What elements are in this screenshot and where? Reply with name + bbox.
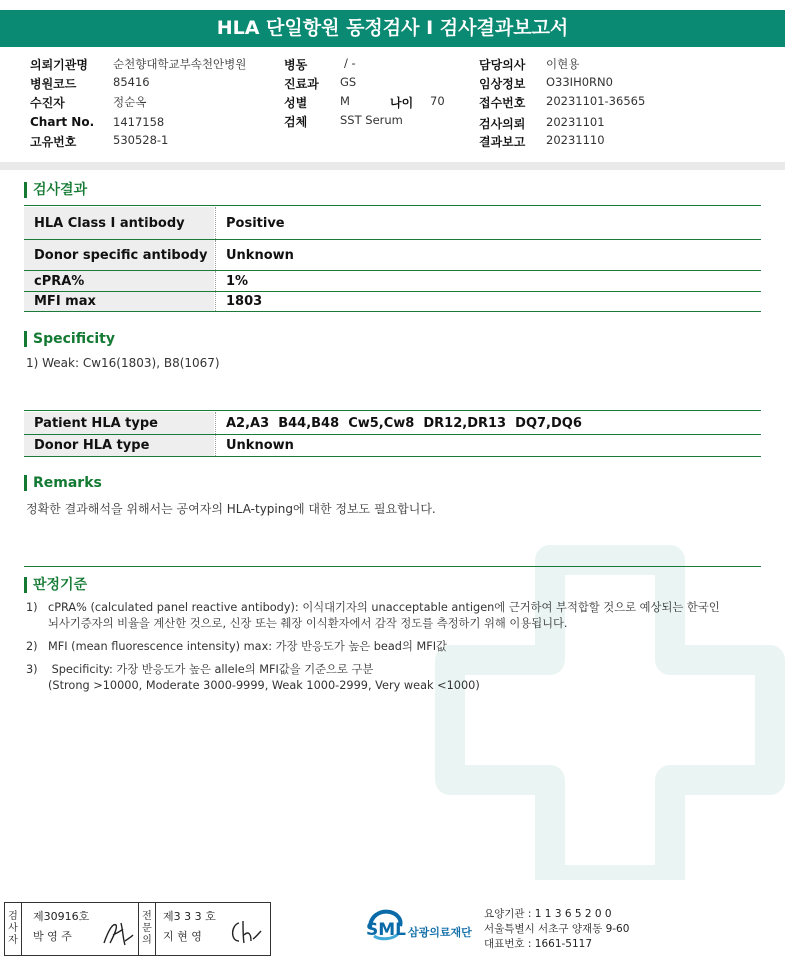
specificity-section-title: Specificity	[24, 331, 115, 347]
specificity-text: 1) Weak: Cw16(1803), B8(1067)	[26, 356, 220, 370]
table-row	[24, 271, 761, 292]
hla-top-rule	[24, 410, 761, 411]
report-footer	[0, 896, 785, 965]
row-label: HLA Class I antibody	[24, 207, 214, 239]
label-hospital: 의뢰기관명	[30, 58, 88, 72]
label-clinical-info: 임상정보	[479, 77, 526, 91]
results-top-rule	[24, 205, 761, 206]
row-value: A2,A3 B44,B48 Cw5,Cw8 DR12,DR13 DQ7,DQ6	[215, 412, 582, 434]
institution-code: 요양기관 : 1 1 3 6 5 2 0 0	[484, 908, 612, 920]
table-row	[24, 412, 761, 435]
value-doctor: 이현용	[546, 57, 580, 71]
row-value: 1803	[215, 292, 262, 311]
criteria-item	[26, 600, 720, 632]
value-receipt-no: 20231101-36565	[546, 94, 646, 108]
header-separator	[0, 162, 785, 170]
criteria-section-title: 판정기준	[24, 577, 87, 593]
reviewer-label: 전 문 의	[138, 903, 156, 955]
row-value: 1%	[215, 271, 248, 291]
label-ward: 병동	[284, 58, 308, 72]
value-patient: 정순옥	[113, 95, 147, 109]
value-ward: / -	[344, 56, 356, 70]
value-hospital: 순천향대학교부속천안병원	[113, 57, 247, 71]
row-label: cPRA%	[24, 271, 214, 291]
value-request-date: 20231101	[546, 115, 605, 129]
label-request-date: 검사의뢰	[479, 117, 526, 131]
institution-address: 서울특별시 서초구 양재동 9-60	[484, 923, 630, 935]
row-label: MFI max	[24, 292, 214, 311]
criteria-number: 3)	[26, 663, 38, 676]
logo-korean: 삼광의료재단	[408, 926, 472, 939]
results-section-title: 검사결과	[24, 182, 87, 198]
criteria-line: Specificity: 가장 반응도가 높은 allele의 MFI값을 기준으로 구분	[48, 663, 374, 676]
report-title: HLA 단일항원 동정검사 I 검사결과보고서	[0, 10, 785, 47]
label-hospital-code: 병원코드	[30, 77, 77, 91]
label-chart-no: Chart No.	[30, 115, 95, 129]
reviewer-license: 제3 3 3 호	[163, 910, 216, 923]
patient-header	[0, 56, 785, 154]
logo-text: SML	[366, 920, 406, 940]
table-row	[24, 207, 761, 240]
table-row	[24, 240, 761, 271]
table-row	[24, 435, 761, 457]
row-label: Donor specific antibody	[24, 240, 214, 270]
criteria-line: 뇌사기증자의 비율을 계산한 것으로, 신장 또는 췌장 이식환자에서 감작 정도를 측정하기 위해 이용됩니다.	[48, 617, 568, 630]
value-report-date: 20231110	[546, 133, 605, 147]
criteria-item	[26, 639, 447, 655]
remarks-text: 정확한 결과해석을 위해서는 공여자의 HLA-typing에 대한 정보도 필요합니다.	[26, 502, 436, 516]
reviewer-signature-icon	[227, 917, 263, 947]
value-chart-no: 1417158	[113, 115, 165, 129]
results-table	[24, 207, 761, 312]
row-label: Donor HLA type	[24, 435, 214, 456]
label-unique-no: 고유번호	[30, 135, 77, 149]
examiner-license: 제30916호	[33, 910, 90, 923]
criteria-number: 1)	[26, 601, 38, 614]
label-sex: 성별	[284, 96, 308, 110]
label-age: 나이	[390, 96, 414, 110]
value-sex: M	[340, 94, 350, 108]
label-doctor: 담당의사	[479, 58, 526, 72]
row-value: Unknown	[215, 240, 294, 270]
signature-box	[4, 902, 271, 956]
label-patient: 수진자	[30, 96, 65, 110]
criteria-number: 2)	[26, 640, 38, 653]
label-department: 진료과	[284, 77, 319, 91]
row-value: Unknown	[215, 435, 294, 456]
value-age: 70	[430, 94, 445, 108]
label-report-date: 결과보고	[479, 135, 526, 149]
examiner-name: 박 영 주	[33, 930, 72, 943]
criteria-item	[26, 662, 480, 694]
row-label: Patient HLA type	[24, 412, 214, 434]
label-receipt-no: 접수번호	[479, 96, 526, 110]
institution-info	[484, 907, 629, 952]
row-value: Positive	[215, 207, 285, 239]
value-unique-no: 530528-1	[113, 133, 169, 147]
value-clinical-info: O33IH0RN0	[546, 75, 613, 89]
criteria-line: cPRA% (calculated panel reactive antibody): 이식대기자의 unacceptable antigen에 근거하여 부적합할 것으로 예상되는 한국인	[48, 601, 720, 614]
examiner-signature-icon	[101, 919, 135, 949]
remarks-section-title: Remarks	[24, 475, 102, 491]
value-hospital-code: 85416	[113, 75, 150, 89]
institution-phone: 대표번호 : 1661-5117	[484, 938, 593, 950]
table-row	[24, 292, 761, 312]
sml-logo	[366, 906, 472, 946]
examiner-label: 검 사 자	[5, 903, 22, 955]
value-department: GS	[340, 75, 357, 89]
value-specimen: SST Serum	[340, 113, 403, 127]
label-specimen: 검체	[284, 115, 308, 129]
criteria-line: MFI (mean fluorescence intensity) max: 가장 반응도가 높은 bead의 MFI값	[48, 640, 447, 653]
reviewer-name: 지 현 영	[163, 930, 202, 943]
cross-watermark-icon	[430, 540, 785, 880]
criteria-line: (Strong >10000, Moderate 3000-9999, Weak 1000-2999, Very weak <1000)	[48, 679, 480, 692]
criteria-top-rule	[24, 566, 761, 567]
hla-type-table	[24, 412, 761, 457]
